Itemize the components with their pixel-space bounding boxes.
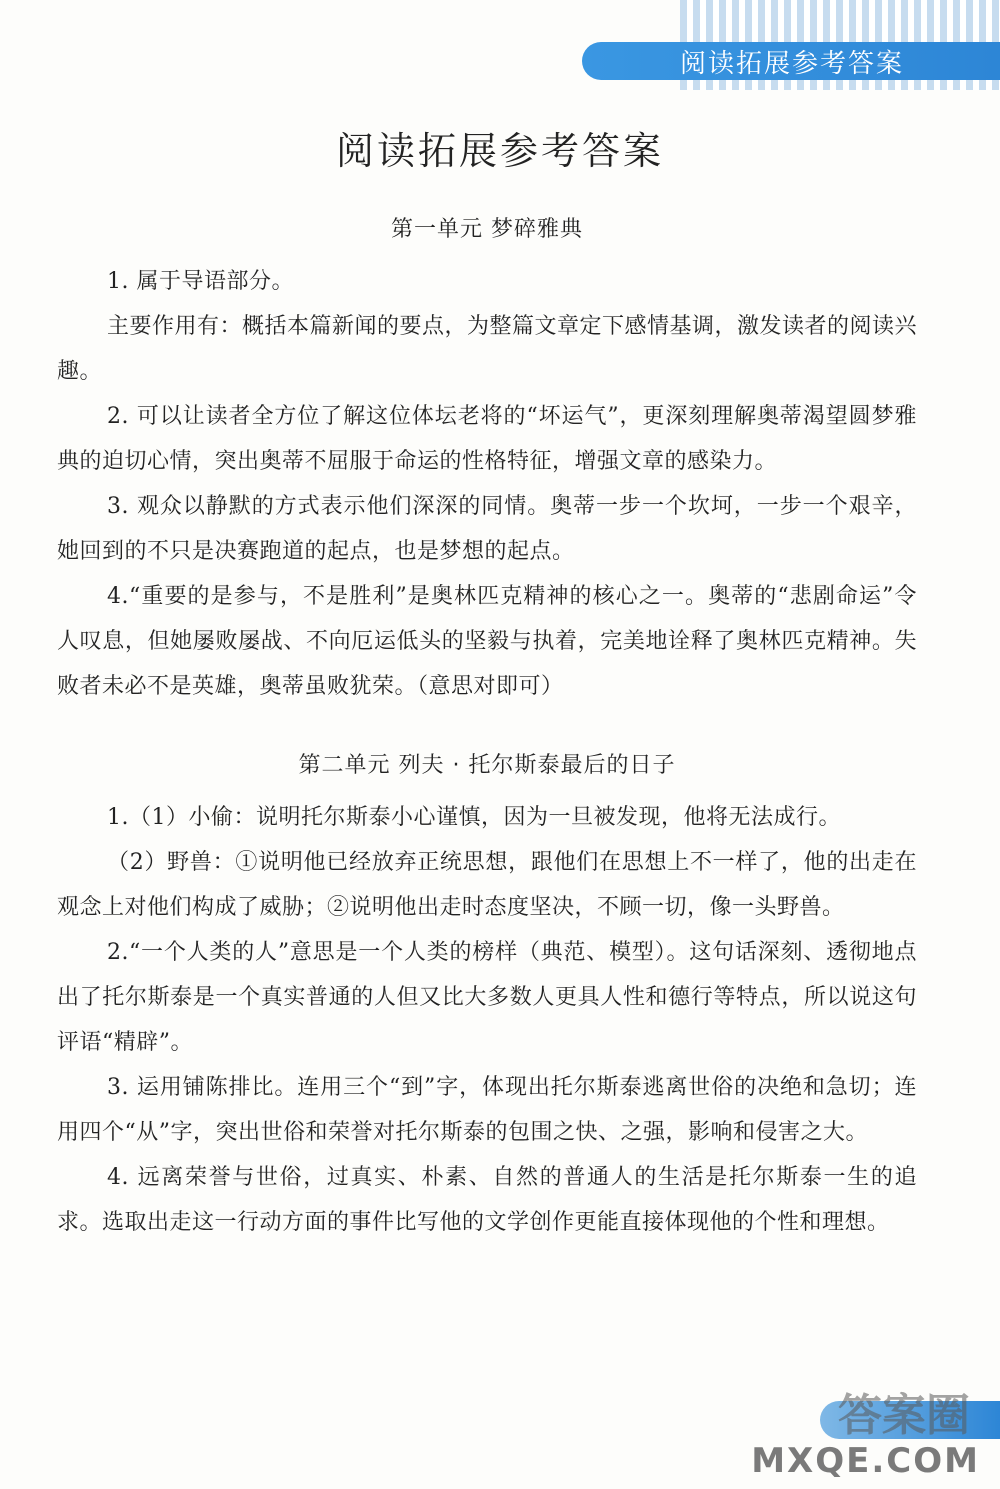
paragraph: 1.（1）小偷：说明托尔斯泰小心谨慎，因为一旦被发现，他将无法成行。 <box>107 805 841 830</box>
section-title: 第一单元 梦碎雅典 <box>391 217 583 242</box>
header-tag: 阅读拓展参考答案 <box>679 48 904 79</box>
header-tab <box>582 42 1000 80</box>
section-unit-1 <box>57 212 917 709</box>
paragraph: 主要作用有：概括本篇新闻的要点，为整篇文章定下感情基调，激发读者的阅读兴趣。 <box>57 314 918 384</box>
watermark-url: MXQE.COM <box>751 1441 980 1481</box>
section-title: 第二单元 列夫 · 托尔斯泰最后的日子 <box>298 753 676 778</box>
paragraph: 4. 远离荣誉与世俗，过真实、朴素、自然的普通人的生活是托尔斯泰一生的追求。选取出走这一行动方面的事件比写他的文学创作更能直接体现他的个性和理想。 <box>57 1165 917 1235</box>
page-title: 阅读拓展参考答案 <box>335 129 664 173</box>
section-unit-2 <box>57 748 917 1245</box>
watermark-logo: 答案圈 <box>838 1390 970 1441</box>
paragraph: （2）野兽：①说明他已经放弃正统思想，跟他们在思想上不一样了，他的出走在观念上对他们构成了威胁；②说明他出走时态度坚决，不顾一切，像一头野兽。 <box>57 850 917 920</box>
paragraph: 1. 属于导语部分。 <box>107 269 294 294</box>
paragraph: 4.“重要的是参与，不是胜利”是奥林匹克精神的核心之一。奥蒂的“悲剧命运”令人叹息，但她屡败屡战、不向厄运低头的坚毅与执着，完美地诠释了奥林匹克精神。失败者未必不是英雄，奥蒂虽败犹荣。（意思对即可） <box>57 584 917 699</box>
paragraph: 3. 运用铺陈排比。连用三个“到”字，体现出托尔斯泰逃离世俗的决绝和急切；连用四个“从”字，突出世俗和荣誉对托尔斯泰的包围之快、之强，影响和侵害之大。 <box>57 1075 917 1145</box>
paragraph: 2. 可以让读者全方位了解这位体坛老将的“坏运气”，更深刻理解奥蒂渴望圆梦雅典的迫切心情，突出奥蒂不屈服于命运的性格特征，增强文章的感染力。 <box>57 404 917 474</box>
paragraph: 3. 观众以静默的方式表示他们深深的同情。奥蒂一步一个坎坷，一步一个艰辛，她回到的不只是决赛跑道的起点，也是梦想的起点。 <box>57 494 917 564</box>
paragraph: 2.“一个人类的人”意思是一个人类的榜样（典范、模型）。这句话深刻、透彻地点出了托尔斯泰是一个真实普通的人但又比大多数人更具人性和德行等特点，所以说这句评语“精辟”。 <box>57 940 917 1055</box>
